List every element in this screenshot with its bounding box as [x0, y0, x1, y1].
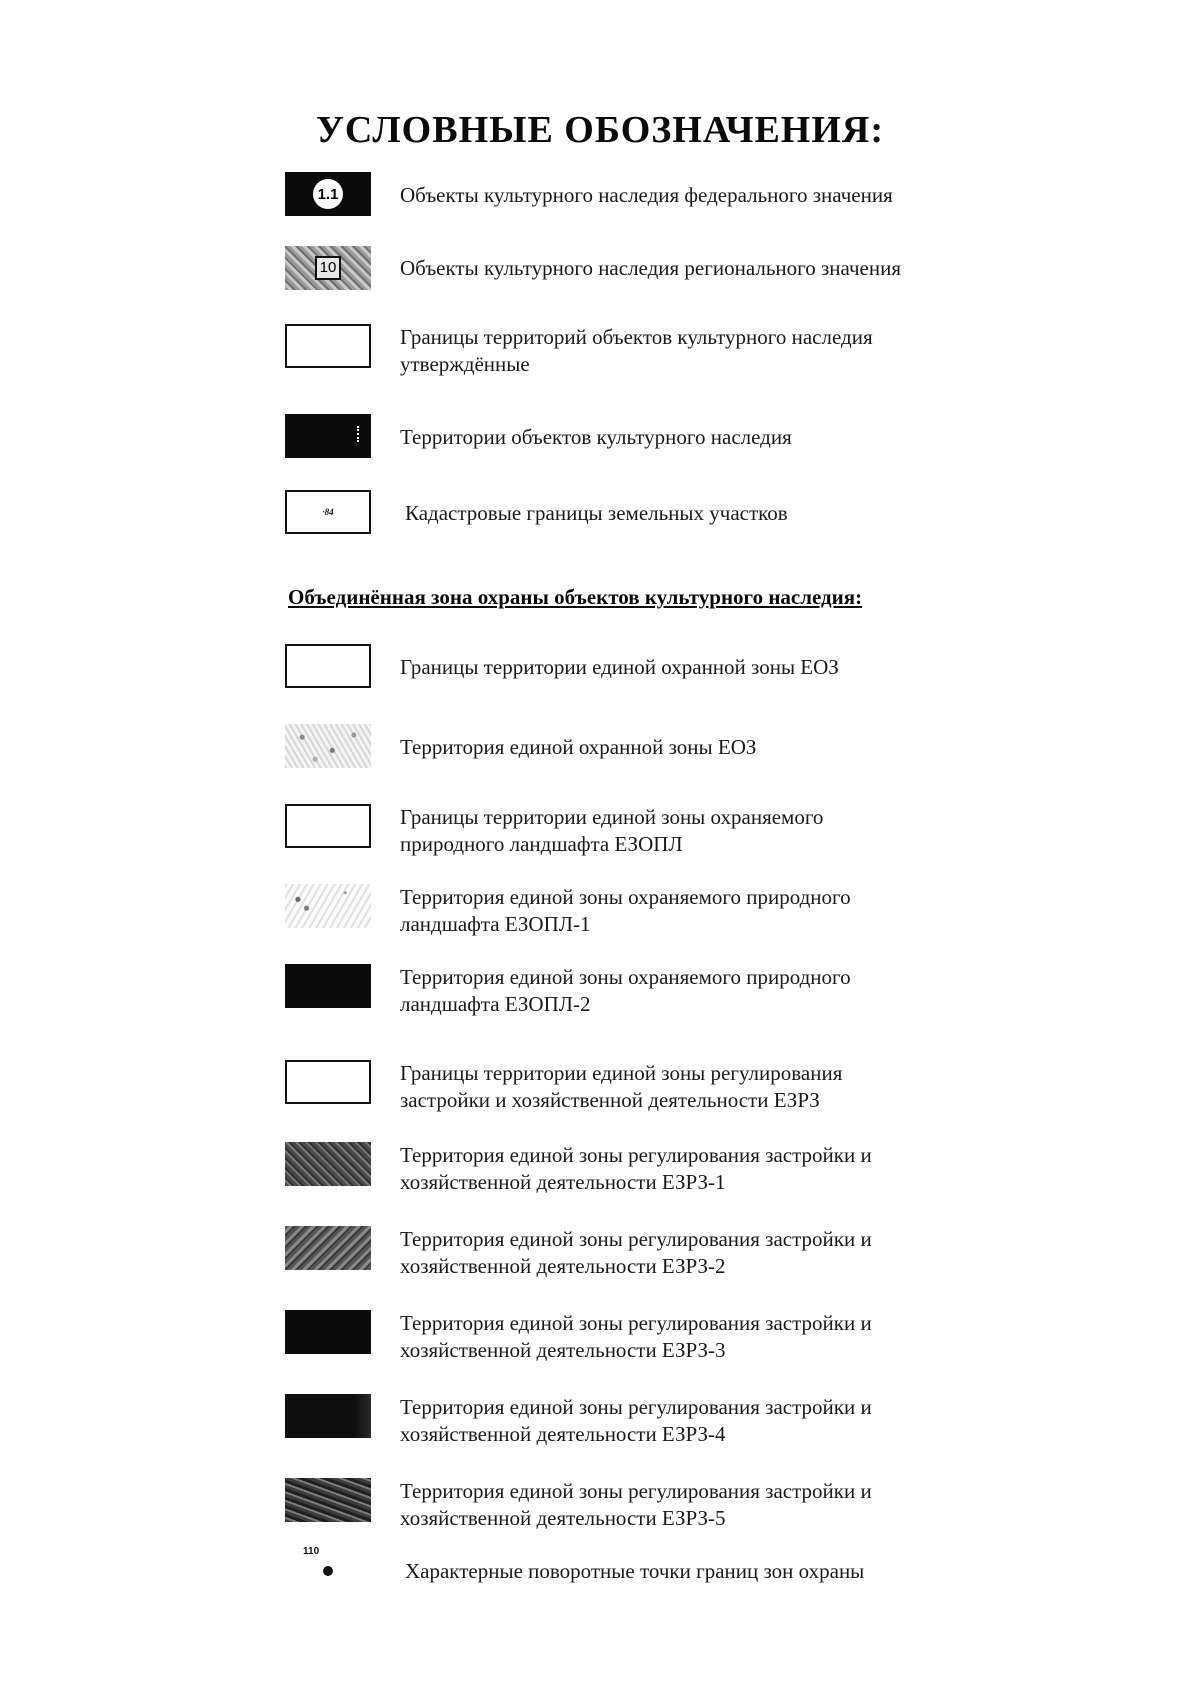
- grey-texture-symbol: [285, 1226, 371, 1270]
- legend-text: [400, 804, 990, 858]
- speckled-faint-symbol: [285, 884, 371, 928]
- legend-text: [400, 1478, 990, 1532]
- speckled-light-symbol: [285, 724, 371, 768]
- legend-text-line: хозяйственной деятельности ЕЗРЗ-1: [400, 1170, 726, 1194]
- point-number-label: 110: [303, 1546, 320, 1557]
- black-territory-symbol: [285, 414, 371, 458]
- legend-text: Территории объектов культурного наследия: [400, 425, 792, 449]
- legend-text-line: Территория единой зоны регулирования застройки и: [400, 1479, 872, 1503]
- point-dot-icon: [323, 1566, 333, 1576]
- legend-text-line: Территория единой зоны регулирования застройки и: [400, 1395, 872, 1419]
- legend-text-line: Территория единой зоны охраняемого природного: [400, 965, 851, 989]
- legend-text: [400, 884, 990, 938]
- outline-box-symbol: [285, 324, 371, 368]
- legend-text-line: утверждённые: [400, 352, 530, 376]
- legend-text-line: Границы территории единой зоны охраняемого: [400, 805, 824, 829]
- grey-texture-symbol: [285, 1142, 371, 1186]
- dotted-mark-icon: [357, 426, 365, 442]
- outline-box-symbol: [285, 1060, 371, 1104]
- legend-text-line: Территория единой зоны регулирования застройки и: [400, 1311, 872, 1335]
- legend-text-line: ландшафта ЕЗОПЛ-2: [400, 992, 591, 1016]
- legend-text: Границы территории единой охранной зоны ЕОЗ: [400, 655, 839, 679]
- zone-section-heading: Объединённая зона охраны объектов культурного наследия:: [288, 585, 863, 609]
- black-fill-symbol: [285, 1310, 371, 1354]
- legend-text-line: Границы территории единой зоны регулирования: [400, 1061, 843, 1085]
- legend-text-line: Территория единой зоны регулирования застройки и: [400, 1227, 872, 1251]
- federal-badge-number: 1.1: [313, 179, 343, 209]
- legend-title: УСЛОВНЫЕ ОБОЗНАЧЕНИЯ:: [315, 109, 885, 151]
- legend-text-line: хозяйственной деятельности ЕЗРЗ-2: [400, 1254, 726, 1278]
- legend-text-line: природного ландшафта ЕЗОПЛ: [400, 832, 683, 856]
- outline-box-symbol: [285, 804, 371, 848]
- regional-heritage-symbol: [285, 246, 371, 290]
- legend-text: [400, 1226, 990, 1280]
- grey-streak-symbol: [285, 1478, 371, 1522]
- legend-text: [400, 1060, 990, 1114]
- legend-text: Территория единой охранной зоны ЕОЗ: [400, 735, 757, 759]
- cadastral-badge-number: ·84: [322, 507, 334, 517]
- legend-text-line: хозяйственной деятельности ЕЗРЗ-4: [400, 1422, 726, 1446]
- legend-text-line: Территория единой зоны охраняемого природного: [400, 885, 851, 909]
- legend-text: [400, 324, 990, 378]
- regional-badge-number: 10: [315, 256, 342, 280]
- legend-text: [400, 964, 990, 1018]
- legend-text-line: хозяйственной деятельности ЕЗРЗ-3: [400, 1338, 726, 1362]
- legend-text: Характерные поворотные точки границ зон охраны: [405, 1559, 865, 1583]
- legend-text-line: хозяйственной деятельности ЕЗРЗ-5: [400, 1506, 726, 1530]
- legend-text: Объекты культурного наследия федерального значения: [400, 183, 893, 207]
- legend-text: [400, 1142, 990, 1196]
- legend-text-line: Территория единой зоны регулирования застройки и: [400, 1143, 872, 1167]
- legend-text: [400, 1394, 990, 1448]
- outline-box-symbol: [285, 644, 371, 688]
- legend-text-line: застройки и хозяйственной деятельности ЕЗРЗ: [400, 1088, 820, 1112]
- legend-text: Кадастровые границы земельных участков: [405, 501, 788, 525]
- dark-fill-symbol: [285, 1394, 371, 1438]
- federal-heritage-symbol: [285, 172, 371, 216]
- legend-text-line: ландшафта ЕЗОПЛ-1: [400, 912, 591, 936]
- black-fill-symbol: [285, 964, 371, 1008]
- legend-text: [400, 1310, 990, 1364]
- cadastral-symbol: [285, 490, 371, 534]
- legend-text: Объекты культурного наследия регионального значения: [400, 256, 902, 280]
- legend-text-line: Границы территорий объектов культурного наследия: [400, 325, 873, 349]
